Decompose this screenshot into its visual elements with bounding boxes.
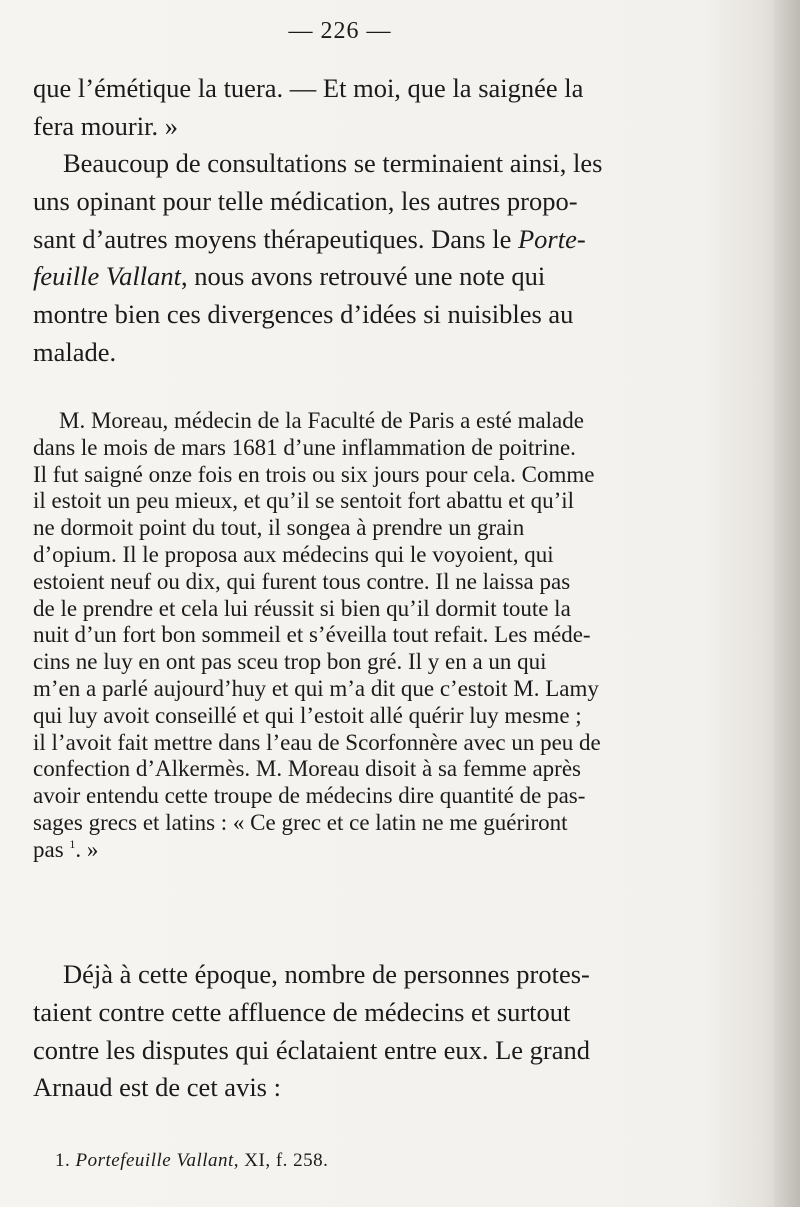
- footnote-number: 1.: [55, 1150, 71, 1171]
- quote-line: sages grecs et latins : « Ce grec et ce latin ne me guériront: [33, 809, 568, 835]
- page-edge: [774, 0, 800, 1207]
- text-line: sant d’autres moyens thérapeutiques. Dans le: [33, 223, 518, 254]
- opening-paragraph: [33, 70, 665, 146]
- quote-line: de le prendre et cela lui réussit si bien qu’il dormit toute la: [33, 595, 571, 621]
- footnote-text: , XI, f. 258.: [233, 1150, 329, 1171]
- quote-line: il estoit un peu mieux, et qu’il se sentoit fort abattu et qu’il: [33, 488, 575, 514]
- text-line: Déjà à cette époque, nombre de personnes protes-: [63, 959, 590, 989]
- quote-line: m’en a parlé aujourd’huy et qui m’a dit que c’estoit M. Lamy: [33, 675, 599, 701]
- quote-line: estoient neuf ou dix, qui furent tous contre. Il ne laissa pas: [33, 568, 571, 594]
- quote-block: [33, 408, 665, 864]
- text-line: fera mourir. »: [33, 110, 178, 141]
- page-number: — 226 —: [288, 18, 392, 44]
- text-line: Beaucoup de consultations se terminaient ainsi, les: [63, 148, 603, 178]
- quote-line: il l’avoit fait mettre dans l’eau de Scorfonnère avec un peu de: [33, 729, 601, 755]
- text-line: Arnaud est de cet avis :: [33, 1072, 281, 1103]
- quote-line: dans le mois de mars 1681 d’une inflammation de poitrine.: [33, 434, 576, 460]
- italic-title: Porte-: [517, 223, 586, 254]
- text-line: contre les disputes qui éclataient entre eux. Le grand: [33, 1034, 591, 1065]
- quote-line: qui luy avoit conseillé et qui l’estoit allé quérir luy mesme ;: [33, 702, 582, 728]
- footnote-title: Portefeuille Vallant: [75, 1150, 234, 1171]
- italic-title: feuille Vallant: [33, 261, 181, 292]
- quote-line: cins ne luy en ont pas sceu trop bon gré. Il y en a un qui: [33, 649, 547, 675]
- consultations-paragraph: [33, 145, 665, 372]
- text-line: montre bien ces divergences d’idées si nuisibles au: [33, 299, 574, 330]
- text-line: , nous avons retrouvé une note qui: [180, 261, 546, 292]
- quote-line: . »: [75, 836, 99, 862]
- text-line: uns opinant pour telle médication, les autres propo-: [33, 185, 578, 216]
- text-line: taient contre cette affluence de médecins et surtout: [33, 996, 571, 1027]
- quote-line: M. Moreau, médecin de la Faculté de Paris a esté malade: [59, 408, 584, 433]
- quote-line: ne dormoit point du tout, il songea à prendre un grain: [33, 515, 525, 541]
- footnote-reference[interactable]: 1: [69, 836, 76, 851]
- quote-line: avoir entendu cette troupe de médecins dire quantité de pas-: [33, 783, 586, 809]
- text-line: que l’émétique la tuera. — Et moi, que la saignée la: [33, 73, 584, 103]
- quote-line: Il fut saigné onze fois en trois ou six jours pour cela. Comme: [33, 461, 595, 487]
- quote-line: confection d’Alkermès. M. Moreau disoit à sa femme après: [33, 756, 581, 782]
- closing-paragraph: [33, 956, 665, 1107]
- quote-line: nuit d’un fort bon sommeil et s’éveilla tout refait. Les méde-: [33, 622, 591, 648]
- quote-line: pas: [33, 836, 70, 862]
- text-line: malade.: [33, 336, 117, 367]
- quote-line: d’opium. Il le proposa aux médecins qui le voyoient, qui: [33, 541, 554, 567]
- footnote: [55, 1150, 328, 1172]
